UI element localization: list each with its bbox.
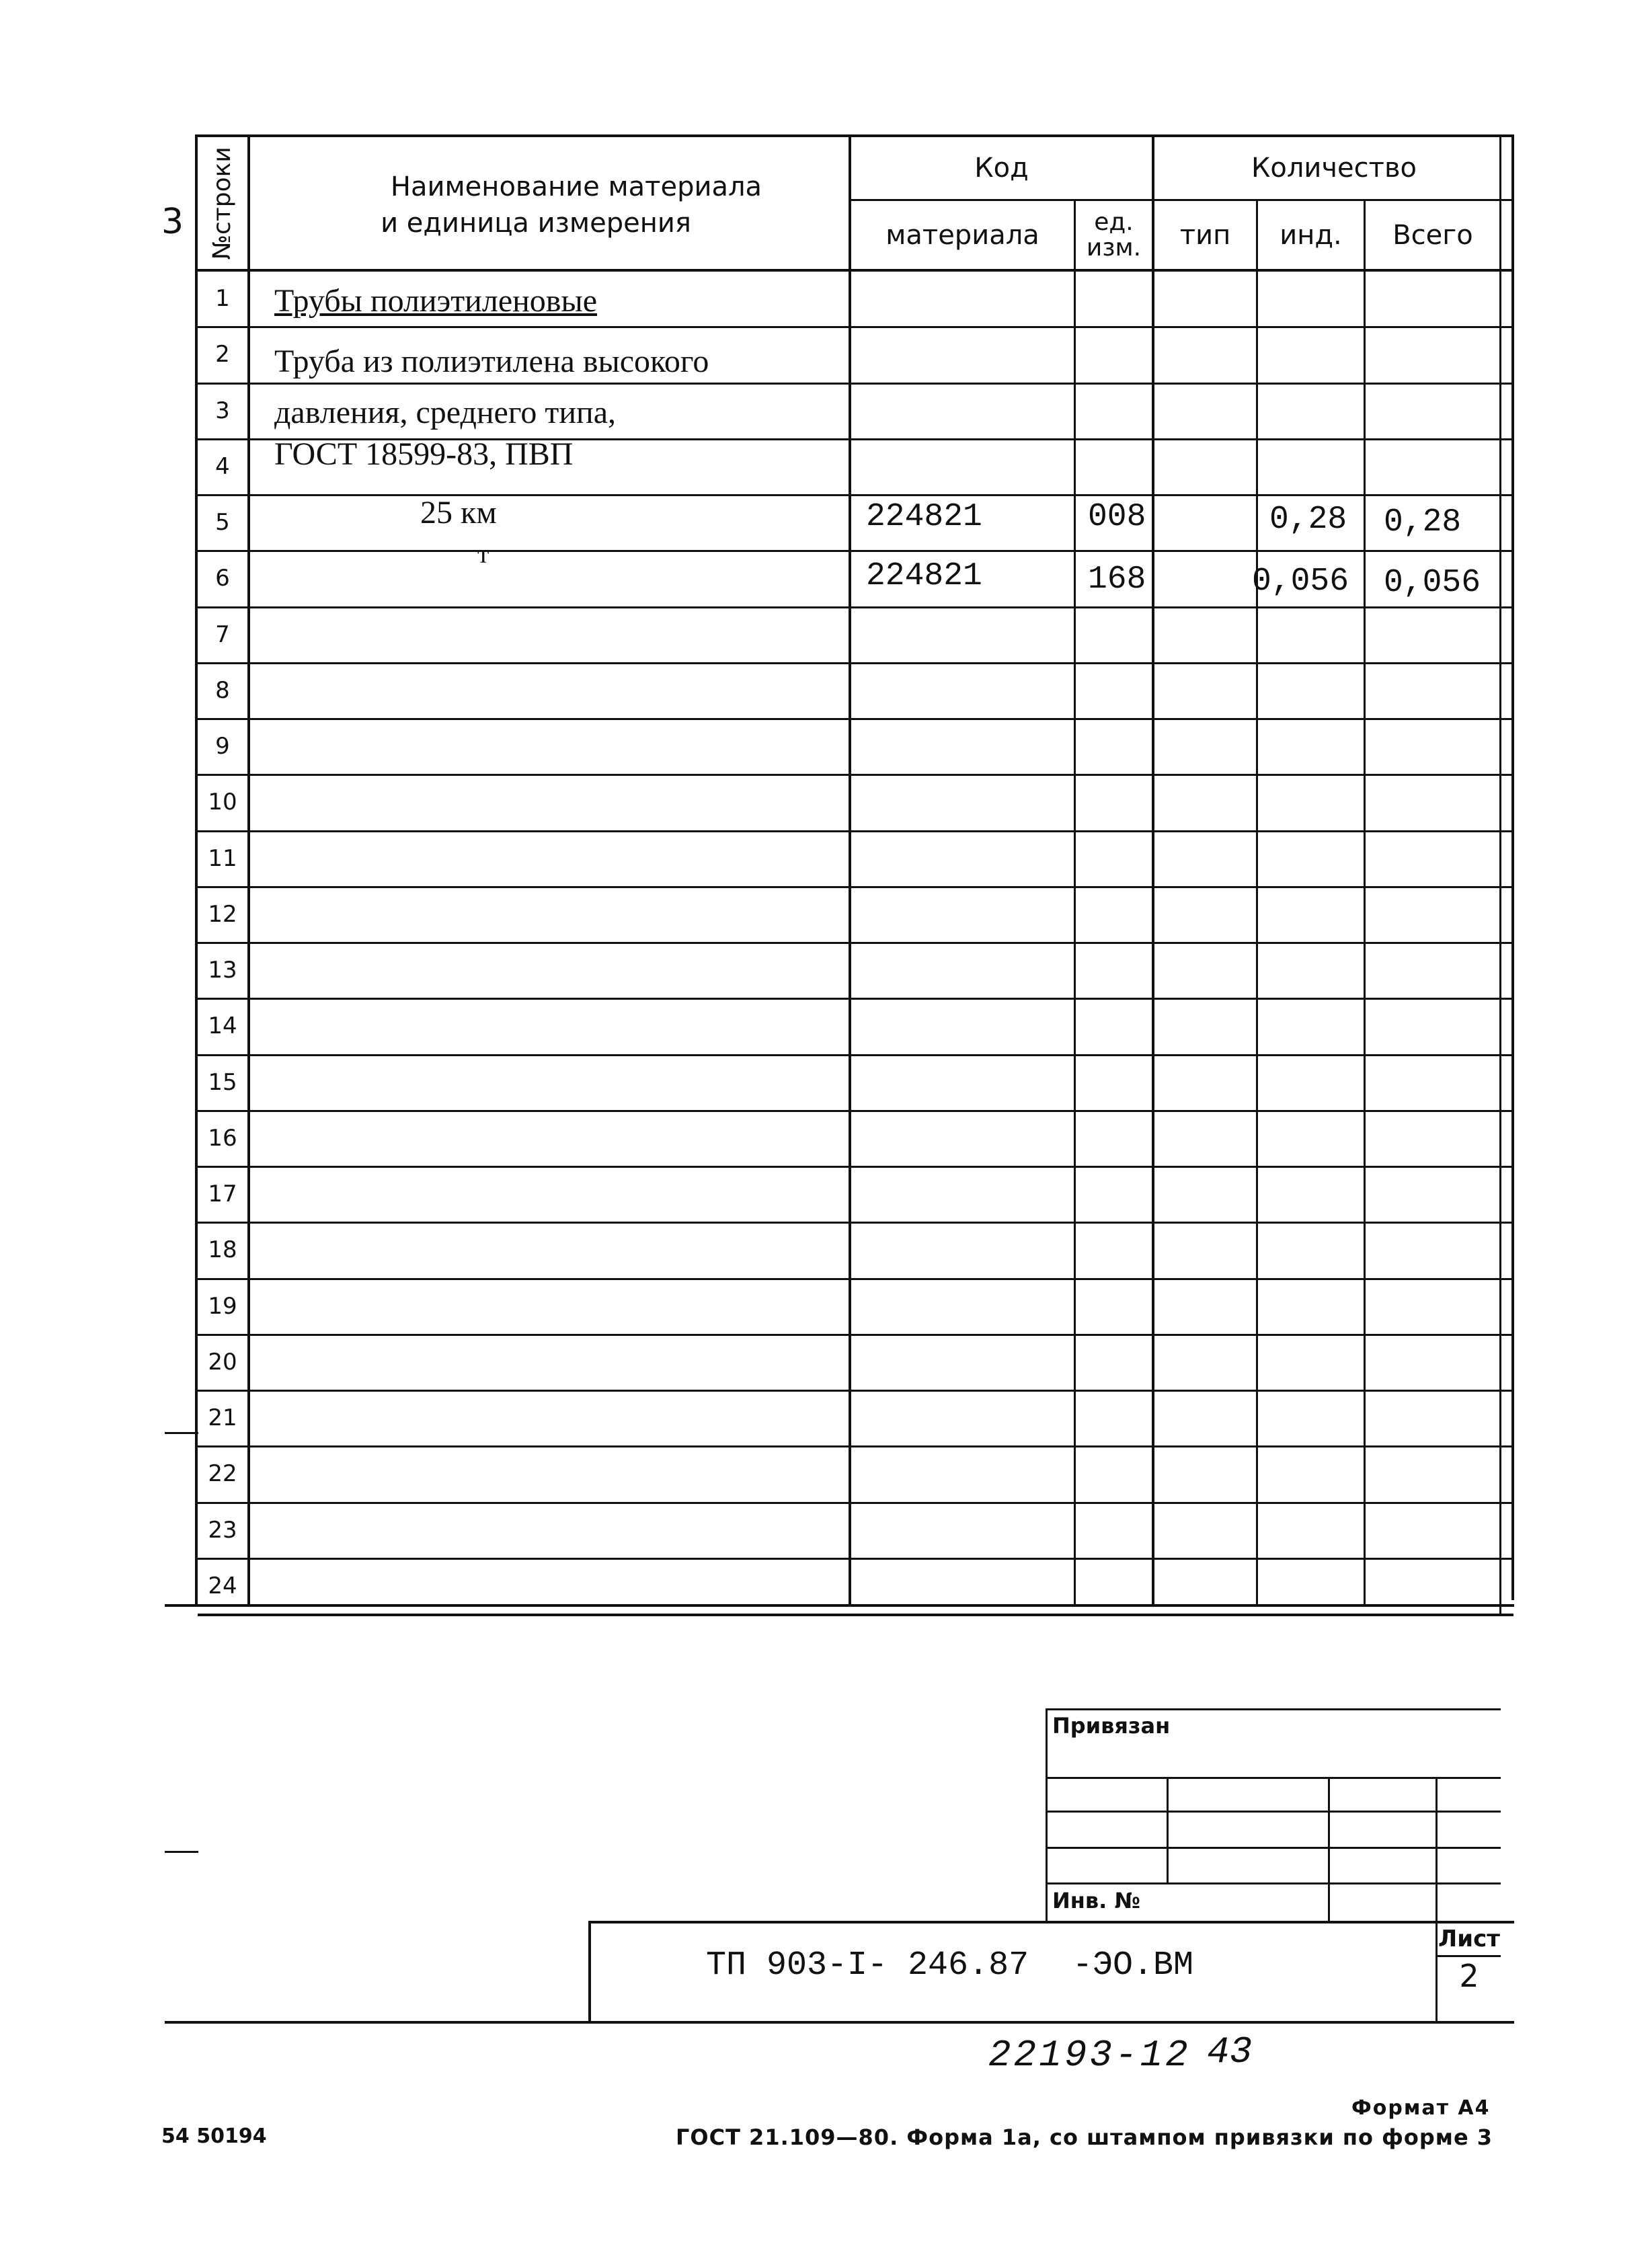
ind-qty-cell: 0,28 <box>1269 502 1347 538</box>
footer-code: 54 50194 <box>161 2125 267 2148</box>
row-number: 19 <box>208 1292 237 1320</box>
row-number: 4 <box>215 452 230 480</box>
standard-line: ГОСТ 18599-83, ПВП <box>274 436 574 472</box>
row-number: 8 <box>215 676 230 704</box>
unit-t-line: т <box>477 539 489 569</box>
row-number: 14 <box>208 1012 237 1039</box>
material-code-cell: 224821 <box>866 558 982 594</box>
row-number: 20 <box>208 1348 237 1376</box>
row-number: 10 <box>208 788 237 816</box>
sheet-number: 2 <box>1459 1958 1479 1994</box>
row-number: 24 <box>208 1572 237 1599</box>
unit-code-cell: 008 <box>1088 499 1146 535</box>
footer-standard: ГОСТ 21.109—80. Форма 1а, со штампом привязки по форме 3 <box>676 2125 1493 2150</box>
type-qty-header: тип <box>1179 219 1231 251</box>
description-line: давления, среднего типа, <box>274 395 617 430</box>
row-number: 11 <box>208 844 237 872</box>
total-qty-cell: 0,056 <box>1384 565 1481 601</box>
total-qty-header: Всего <box>1392 219 1473 251</box>
code-header: Код <box>974 153 1029 184</box>
unit-code-header: ед. изм. <box>1086 208 1142 262</box>
unit-code-cell: 168 <box>1088 561 1146 598</box>
margin-mark: 3 <box>161 202 184 242</box>
description-line: Труба из полиэтилена высокого <box>274 344 709 379</box>
material-code-cell: 224821 <box>866 499 982 535</box>
ind-qty-header: инд. <box>1280 219 1342 251</box>
material-code-header: материала <box>886 219 1039 251</box>
row-number: 22 <box>208 1460 237 1487</box>
row-number: 1 <box>215 284 230 312</box>
unit-km-line: 25 км <box>420 495 497 530</box>
row-number-header: №строки <box>208 146 236 260</box>
row-number: 3 <box>215 397 230 424</box>
quantity-header: Количество <box>1251 153 1417 184</box>
inventory-number-label: Инв. № <box>1052 1888 1140 1913</box>
row-number: 13 <box>208 956 237 984</box>
total-qty-cell: 0,28 <box>1384 504 1462 541</box>
row-number: 7 <box>215 621 230 648</box>
archive-number: 22193-12 <box>988 2034 1191 2077</box>
row-number: 16 <box>208 1124 237 1152</box>
row-number: 9 <box>215 732 230 760</box>
format-label: Формат А4 <box>1351 2096 1491 2120</box>
archive-page: 43 <box>1207 2030 1253 2073</box>
row-number: 23 <box>208 1516 237 1544</box>
row-number: 12 <box>208 900 237 928</box>
row-number: 5 <box>215 508 230 536</box>
attached-label: Привязан <box>1052 1713 1171 1739</box>
row-number: 2 <box>215 340 230 368</box>
row-number: 21 <box>208 1404 237 1431</box>
row-number: 17 <box>208 1180 237 1207</box>
document-code: ТП 903-I- 246.87 <box>706 1946 1029 1985</box>
row-number: 6 <box>215 564 230 592</box>
document-suffix: -ЭО.ВМ <box>1072 1946 1194 1985</box>
name-header: Наименование материала и единица измерения <box>381 171 762 239</box>
ind-qty-cell: 0,056 <box>1252 563 1349 600</box>
section-title: Трубы полиэтиленовые <box>274 283 598 319</box>
row-number: 18 <box>208 1236 237 1263</box>
row-number: 15 <box>208 1068 237 1096</box>
sheet-label: Лист <box>1438 1925 1500 1952</box>
